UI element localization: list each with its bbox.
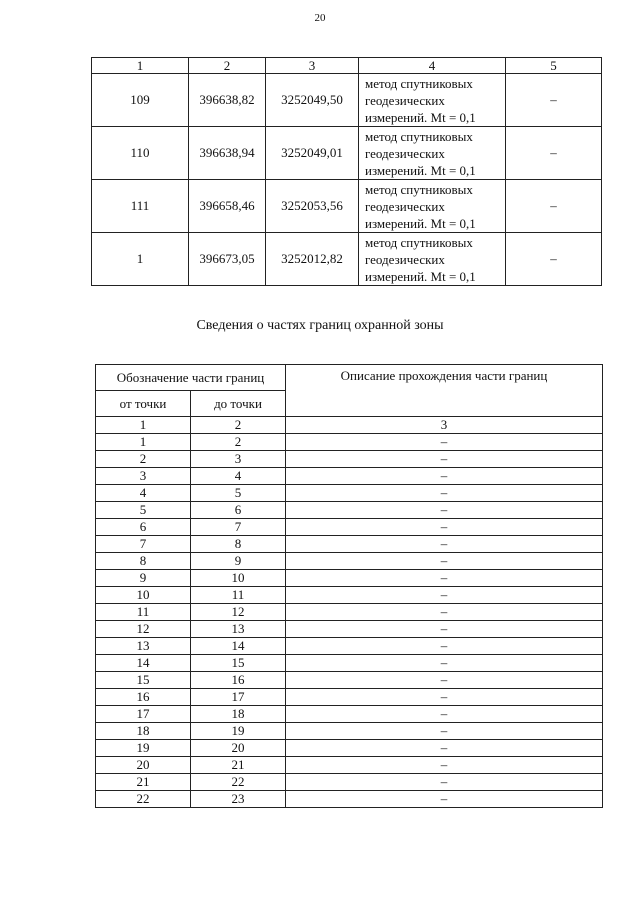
part-description: –: [286, 604, 603, 621]
part-description: –: [286, 655, 603, 672]
to-point: 9: [191, 553, 286, 570]
from-point: 13: [96, 638, 191, 655]
boundary-part-row: [96, 706, 603, 723]
to-point: 7: [191, 519, 286, 536]
boundary-part-row: [96, 621, 603, 638]
from-point: 20: [96, 757, 191, 774]
from-point: 8: [96, 553, 191, 570]
coordinates-row: [92, 127, 602, 180]
part-description: –: [286, 519, 603, 536]
method-line: геодезических: [365, 251, 445, 267]
to-point: 5: [191, 485, 286, 502]
measurement-method: [359, 127, 506, 180]
from-point: 22: [96, 791, 191, 808]
boundary-part-row: [96, 723, 603, 740]
from-point: 17: [96, 706, 191, 723]
boundary-part-row: [96, 451, 603, 468]
part-description: –: [286, 638, 603, 655]
boundary-part-row: [96, 638, 603, 655]
to-point: 14: [191, 638, 286, 655]
from-point: 14: [96, 655, 191, 672]
from-point: 11: [96, 604, 191, 621]
description-header: Описание прохождения части границ: [286, 365, 603, 417]
point-number: 111: [92, 180, 189, 233]
point-number: 110: [92, 127, 189, 180]
note: –: [506, 180, 602, 233]
to-point: 2: [191, 434, 286, 451]
boundary-part-row: [96, 502, 603, 519]
measurement-method: [359, 180, 506, 233]
y-coordinate: 3252012,82: [266, 233, 359, 286]
to-point: 11: [191, 587, 286, 604]
to-point: 16: [191, 672, 286, 689]
y-coordinate: 3252053,56: [266, 180, 359, 233]
from-point: 5: [96, 502, 191, 519]
note: –: [506, 74, 602, 127]
from-point-header: от точки: [96, 391, 191, 417]
note: –: [506, 233, 602, 286]
part-description: –: [286, 723, 603, 740]
method-line: метод спутниковых: [365, 128, 473, 144]
method-line: геодезических: [365, 92, 445, 108]
to-point: 22: [191, 774, 286, 791]
method-line: измерений. Mt = 0,1: [365, 109, 476, 125]
method-line: измерений. Mt = 0,1: [365, 162, 476, 178]
column-number: 2: [191, 417, 286, 434]
part-description: –: [286, 791, 603, 808]
to-point: 17: [191, 689, 286, 706]
to-point: 15: [191, 655, 286, 672]
boundary-part-row: [96, 672, 603, 689]
x-coordinate: 396638,82: [189, 74, 266, 127]
coordinates-row: [92, 74, 602, 127]
method-line: геодезических: [365, 145, 445, 161]
part-description: –: [286, 434, 603, 451]
part-description: –: [286, 774, 603, 791]
boundary-part-row: [96, 468, 603, 485]
part-description: –: [286, 757, 603, 774]
coordinates-table: [91, 57, 602, 286]
coordinates-header-row: [92, 58, 602, 74]
note: –: [506, 127, 602, 180]
from-point: 1: [96, 434, 191, 451]
to-point: 20: [191, 740, 286, 757]
column-numbering-row: [96, 417, 603, 434]
coordinates-row: [92, 180, 602, 233]
from-point: 3: [96, 468, 191, 485]
page-number: 20: [314, 12, 326, 24]
boundary-part-row: [96, 757, 603, 774]
part-description: –: [286, 553, 603, 570]
method-line: метод спутниковых: [365, 181, 473, 197]
boundary-parts-table: [95, 364, 603, 808]
part-description: –: [286, 451, 603, 468]
boundary-part-row: [96, 570, 603, 587]
part-description: –: [286, 672, 603, 689]
part-description: –: [286, 740, 603, 757]
method-line: метод спутниковых: [365, 75, 473, 91]
x-coordinate: 396658,46: [189, 180, 266, 233]
part-description: –: [286, 536, 603, 553]
from-point: 21: [96, 774, 191, 791]
to-point: 18: [191, 706, 286, 723]
to-point: 8: [191, 536, 286, 553]
part-description: –: [286, 570, 603, 587]
boundary-part-row: [96, 774, 603, 791]
part-description: –: [286, 485, 603, 502]
y-coordinate: 3252049,01: [266, 127, 359, 180]
to-point: 4: [191, 468, 286, 485]
part-description: –: [286, 621, 603, 638]
section-title: Сведения о частях границ охранной зоны: [196, 318, 444, 333]
to-point: 10: [191, 570, 286, 587]
from-point: 2: [96, 451, 191, 468]
boundary-part-row: [96, 536, 603, 553]
to-point: 19: [191, 723, 286, 740]
boundary-part-row: [96, 519, 603, 536]
point-number: 109: [92, 74, 189, 127]
to-point: 6: [191, 502, 286, 519]
column-header: 1: [92, 58, 189, 74]
to-point: 12: [191, 604, 286, 621]
boundary-part-row: [96, 689, 603, 706]
coordinates-row: [92, 233, 602, 286]
parts-header-row: [96, 365, 603, 391]
method-line: измерений. Mt = 0,1: [365, 215, 476, 231]
point-number: 1: [92, 233, 189, 286]
from-point: 10: [96, 587, 191, 604]
part-description: –: [286, 502, 603, 519]
from-point: 7: [96, 536, 191, 553]
to-point-header: до точки: [191, 391, 286, 417]
boundary-part-row: [96, 553, 603, 570]
x-coordinate: 396638,94: [189, 127, 266, 180]
to-point: 13: [191, 621, 286, 638]
boundary-part-row: [96, 434, 603, 451]
method-line: метод спутниковых: [365, 234, 473, 250]
part-description: –: [286, 468, 603, 485]
from-point: 16: [96, 689, 191, 706]
boundary-part-row: [96, 485, 603, 502]
boundary-part-row: [96, 604, 603, 621]
from-point: 12: [96, 621, 191, 638]
column-header: 3: [266, 58, 359, 74]
from-point: 9: [96, 570, 191, 587]
to-point: 23: [191, 791, 286, 808]
from-point: 19: [96, 740, 191, 757]
column-number: 1: [96, 417, 191, 434]
column-header: 5: [506, 58, 602, 74]
part-description: –: [286, 706, 603, 723]
column-header: 4: [359, 58, 506, 74]
boundary-part-row: [96, 740, 603, 757]
boundary-part-row: [96, 791, 603, 808]
method-line: измерений. Mt = 0,1: [365, 268, 476, 284]
measurement-method: [359, 74, 506, 127]
from-point: 15: [96, 672, 191, 689]
method-line: геодезических: [365, 198, 445, 214]
part-description: –: [286, 587, 603, 604]
from-point: 18: [96, 723, 191, 740]
part-description: –: [286, 689, 603, 706]
y-coordinate: 3252049,50: [266, 74, 359, 127]
from-point: 4: [96, 485, 191, 502]
column-number: 3: [286, 417, 603, 434]
boundary-part-row: [96, 655, 603, 672]
to-point: 21: [191, 757, 286, 774]
designation-header: Обозначение части границ: [96, 365, 286, 391]
measurement-method: [359, 233, 506, 286]
from-point: 6: [96, 519, 191, 536]
x-coordinate: 396673,05: [189, 233, 266, 286]
to-point: 3: [191, 451, 286, 468]
column-header: 2: [189, 58, 266, 74]
boundary-part-row: [96, 587, 603, 604]
